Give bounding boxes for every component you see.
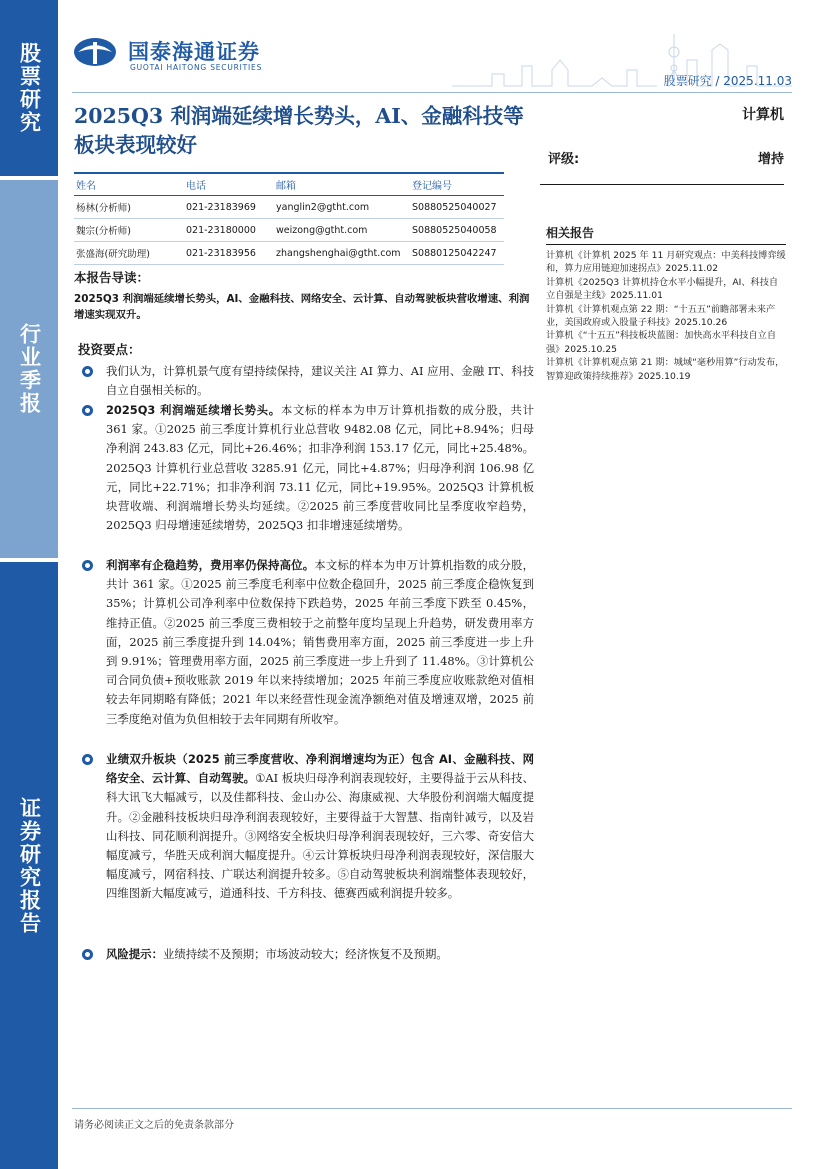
rating-label: 评级: [548, 152, 580, 167]
investment-highlights [78, 362, 534, 965]
sidebar-stock-research [0, 0, 58, 176]
bullet-circle-icon [82, 754, 93, 765]
analyst-email[interactable]: yanglin2@gtht.com [274, 196, 410, 219]
sidebar-label: 股票研究 [17, 42, 42, 134]
list-item [78, 556, 534, 750]
analyst-registration: S0880125042247 [410, 242, 504, 265]
analyst-email[interactable]: weizong@gtht.com [274, 219, 410, 242]
bullet-lead: 风险提示： [106, 947, 163, 961]
footer-divider [72, 1108, 792, 1109]
bullet-circle-icon [82, 366, 93, 377]
analyst-phone: 021-23180000 [184, 219, 274, 242]
brand-logo-icon [72, 36, 118, 68]
analyst-registration: S0880525040058 [410, 219, 504, 242]
table-row [74, 242, 504, 265]
table-header-row [74, 173, 504, 196]
related-reports-title: 相关报告 [546, 224, 786, 245]
analyst-registration: S0880525040027 [410, 196, 504, 219]
bullet-circle-icon [82, 560, 93, 571]
analyst-name: 张盛海(研究助理) [74, 242, 184, 265]
header-registration: 登记编号 [410, 173, 504, 196]
list-item [78, 362, 534, 401]
related-report-link[interactable]: 计算机《“十五五”科技板块蓝图：加快高水平科技自立自强》2025.10.25 [546, 330, 777, 355]
industry-label: 计算机 [742, 107, 784, 123]
bullet-text: 业绩持续不及预期；市场波动较大；经济恢复不及预期。 [162, 947, 448, 961]
related-report-link[interactable]: 计算机《2025Q3 计算机持仓水平小幅提升，AI、科技自立自强是主线》2025.11.01 [546, 276, 779, 302]
header-phone: 电话 [184, 173, 274, 196]
bullet-text: 我们认为，计算机景气度有望持续保持，建议关注 AI 算力、AI 应用、金融 IT、科技自立自强相关标的。 [106, 364, 534, 398]
analyst-phone: 021-23183969 [184, 196, 274, 219]
rating-value: 增持 [757, 152, 784, 167]
bullet-circle-icon [82, 949, 93, 960]
sidebar-label: 证券研究报告 [17, 796, 42, 935]
page-header [72, 30, 792, 92]
analyst-name: 魏宗(分析师) [74, 219, 184, 242]
header-name: 姓名 [74, 173, 184, 196]
list-item [78, 945, 534, 965]
analyst-phone: 021-23183956 [184, 242, 274, 265]
guide-heading: 本报告导读： [74, 270, 150, 285]
bullet-text: 本文标的样本为申万计算机指数的成分股，共计 361 家。①2025 前三季度计算机行业总营收 9482.08 亿元，同比+8.94%；归母净利润 243.83 亿元，同比+26.46%；扣非净利润 153.17 亿元，同比+25.48%。2025Q3 计算机行业总营收 3285.91 亿元，同比+4.87%；归母净利润 106.98 亿元，同比+22.71%；扣非净利润 73.11 亿元，同比+19.95%。2025Q3 计算机板块营收端、利润端增长势头均延续。②2025 前三季度营收同比呈季度收窄趋势，2025Q3 归母增速延续增势，2025Q3 扣非增速延续增势。 [106, 403, 534, 533]
related-report-link[interactable]: 计算机《计算机观点第 21 期：城域“毫秒用算”行动发布，智算迎政策持续推荐》2025.10.19 [546, 357, 785, 382]
analyst-table [74, 172, 504, 265]
table-row [74, 219, 504, 242]
sidebar [0, 0, 58, 1169]
related-report-link[interactable]: 计算机《计算机观点第 22 期：“十五五”前瞻部署未来产业，美国政府或入股量子科技》2025.10.26 [546, 303, 776, 329]
header-email: 邮箱 [274, 173, 410, 196]
disclaimer-note: 请务必阅读正文之后的免责条款部分 [74, 1120, 234, 1131]
related-reports [546, 224, 786, 383]
bullet-lead: 2025Q3 利润端延续增长势头。 [106, 403, 281, 417]
related-report-link[interactable]: 计算机《计算机 2025 年 11 月研究观点：中美科技博弈缓和，算力应用链迎加速拐点》2025.11.02 [546, 250, 786, 275]
list-item [78, 750, 534, 945]
brand-name-en: GUOTAI HAITONG SECURITIES [130, 63, 263, 72]
investment-highlights-heading: 投资要点： [78, 342, 141, 357]
bullet-text: 本文标的样本为申万计算机指数的成分股，共计 361 家。①2025 前三季度毛利率中位数企稳回升，2025 前三季度企稳恢复到 35%；计算机公司净利率中位数保持下跌趋势，2025 年前三季度下跌至 0.45%，维持正值。②2025 前三季度三费相较于之前整年度均呈现上升趋势，研发费用率方面，2025 前三季度提升到 14.04%；销售费用率方面，2025 前三季度进一步上升到 9.91%；管理费用率方面，2025 前三季度进一步上升到了 11.48%。③计算机公司合同负债+预收账款 2019 年以来持续增加；2025 年前三季度应收账款绝对值相较去年同期略有降低；2021 年以来经营性现金流净额绝对值及增速双增，2025 前三季度绝对值为负但相较于去年同期有所收窄。 [106, 558, 534, 726]
table-row [74, 196, 504, 219]
sidebar-research-report [0, 562, 58, 1169]
report-type-date: 股票研究 / 2025.11.03 [663, 74, 792, 88]
sidebar-label: 行业季报 [17, 323, 42, 415]
guide-summary: 2025Q3 利润端延续增长势头，AI、金融科技、网络安全、云计算、自动驾驶板块营收增速、利润增速实现双升。 [74, 293, 530, 321]
analyst-email[interactable]: zhangshenghai@gtht.com [274, 242, 410, 265]
header-divider [72, 92, 792, 93]
brand-name-cn: 国泰海通证券 [128, 40, 260, 64]
bullet-text: ①AI 板块归母净利润表现较好，主要得益于云从科技、科大讯飞大幅减亏，以及佳都科技、金山办公、海康威视、大华股份利润端大幅度提升。②金融科技板块归母净利润表现较好，主要得益于大智慧、指南针减亏，以及岩山科技、同花顺利润提升。③网络安全板块归母净利润表现较好，三六零、奇安信大幅度减亏，华胜天成利润大幅度提升。④云计算板块归母净利润表现较好，深信服大幅度减亏，网宿科技、广联达利润提升较多。⑤自动驾驶板块利润端整体表现较好，四维图新大幅度减亏，道通科技、千方科技、德赛西威利润提升较多。 [106, 771, 534, 901]
page-title: 2025Q3 利润端延续增长势头，AI、金融科技等板块表现较好 [74, 104, 524, 157]
list-item [78, 401, 534, 556]
rating-divider [540, 184, 784, 185]
sidebar-industry-quarterly [0, 180, 58, 558]
bullet-circle-icon [82, 405, 93, 416]
bullet-lead: 利润率有企稳趋势，费用率仍保持高位。 [106, 558, 315, 572]
bullet-lead: 业绩双升板块（2025 前三季度营收、净利润增速均为正）包含 AI、金融科技、网络安全、云计算、自动驾驶。 [106, 752, 534, 786]
analyst-name: 杨林(分析师) [74, 196, 184, 219]
